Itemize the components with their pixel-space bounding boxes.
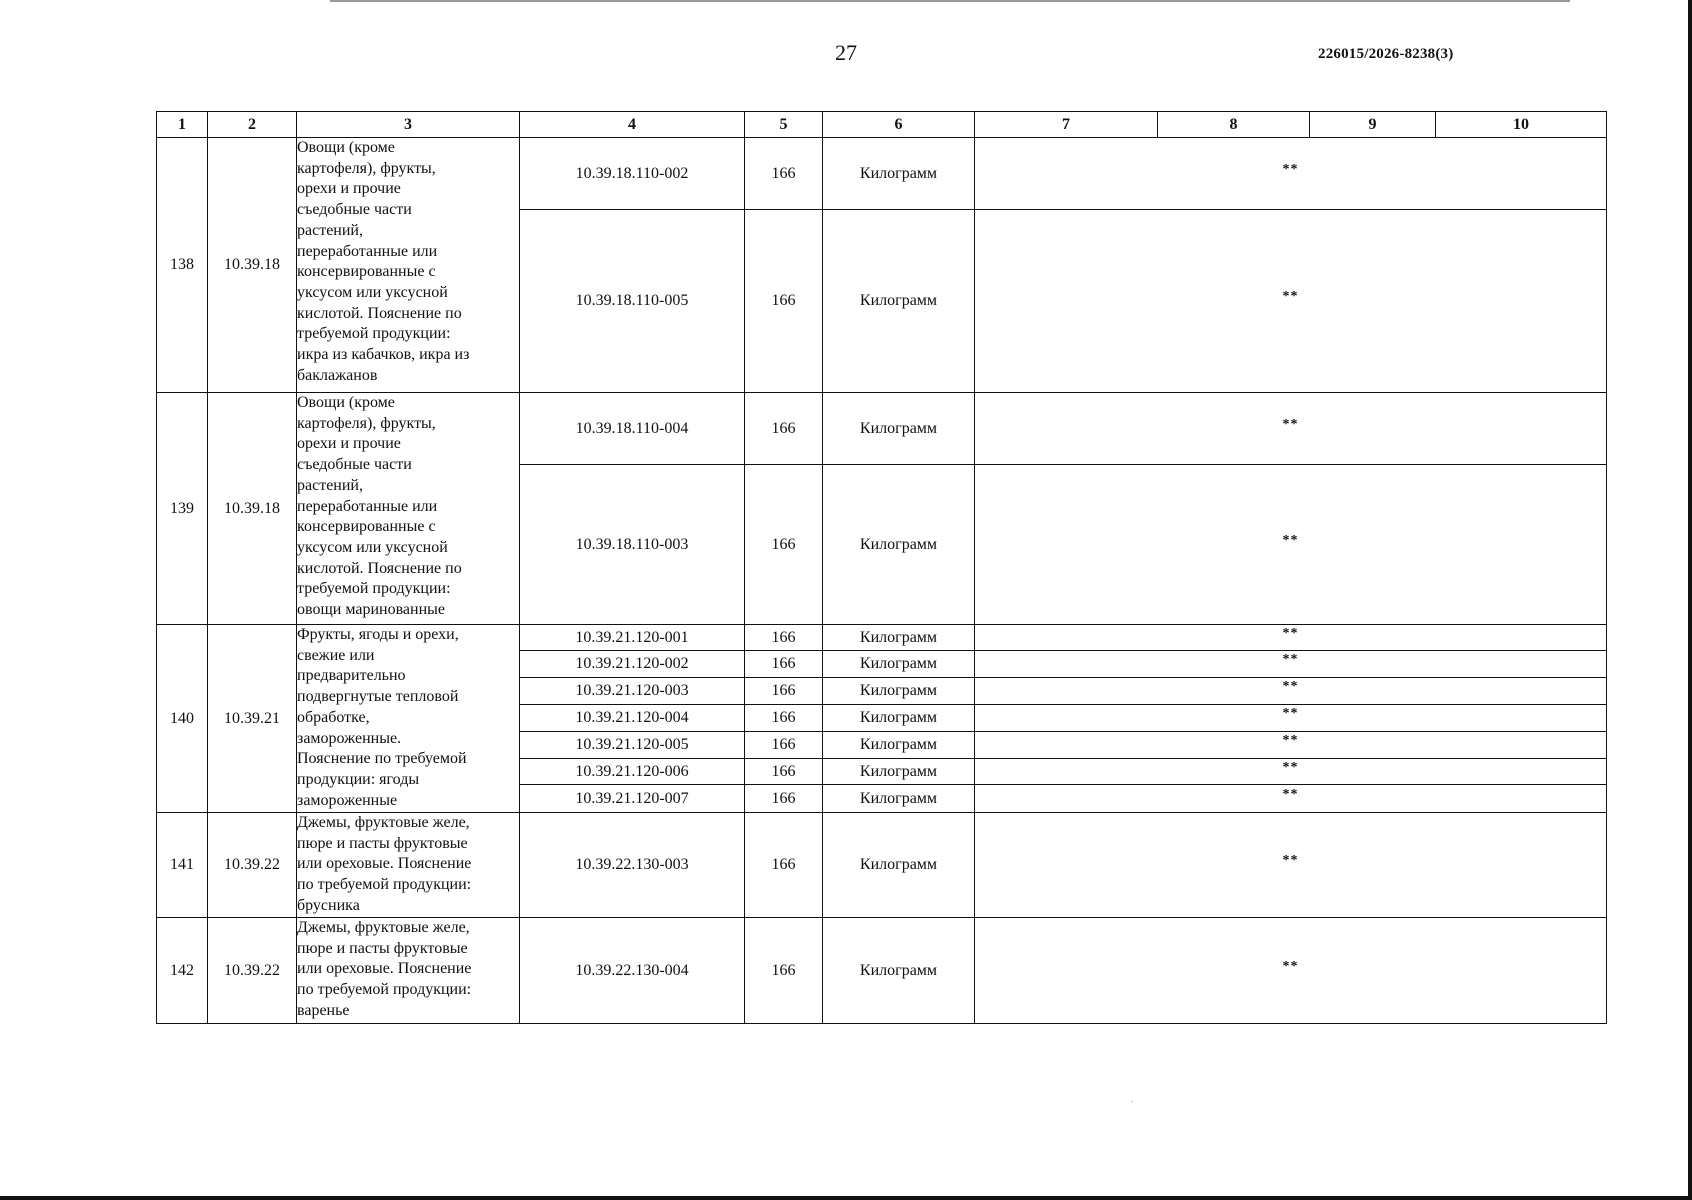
header-col-1: 1 [157, 112, 208, 138]
note-marker: ** [1282, 786, 1299, 802]
description-line: картофеля), фрукты, [297, 159, 436, 177]
okei-code-cell: 166 [745, 138, 823, 210]
description-line: Фрукты, ягоды и орехи, [297, 626, 459, 643]
header-col-4: 4 [520, 112, 745, 138]
header-row [157, 112, 1607, 138]
row-number-cell: 142 [157, 918, 208, 1024]
description-line: кислотой. Пояснение по [297, 304, 462, 322]
table-row [157, 625, 1607, 651]
description-line: варенье [297, 1001, 350, 1019]
description-line: обработке, [297, 708, 370, 726]
description-line: орехи и прочие [297, 435, 401, 453]
ktru-code-cell: 10.39.21.120-006 [520, 759, 745, 785]
okpd2-code-cell: 10.39.22 [208, 918, 297, 1024]
note-cell [975, 759, 1607, 785]
ktru-code-cell: 10.39.18.110-004 [520, 393, 745, 465]
ktru-code-cell: 10.39.22.130-004 [520, 918, 745, 1024]
description-line: Джемы, фруктовые желе, [297, 814, 470, 831]
description-line: Джемы, фруктовые желе, [297, 919, 470, 936]
ktru-code-cell: 10.39.21.120-002 [520, 651, 745, 678]
header-col-3: 3 [297, 112, 520, 138]
note-marker: ** [1282, 161, 1299, 177]
ktru-code-cell: 10.39.21.120-005 [520, 732, 745, 759]
ktru-code-cell: 10.39.21.120-001 [520, 625, 745, 651]
scan-bottom-edge-line [0, 1196, 1692, 1200]
okei-code-cell: 166 [745, 625, 823, 651]
okei-code-cell: 166 [745, 678, 823, 705]
unit-cell: Килограмм [823, 785, 975, 813]
description-line: баклажанов [297, 366, 378, 384]
table-row [157, 138, 1607, 210]
note-cell [975, 625, 1607, 651]
note-marker: ** [1282, 958, 1299, 974]
description-line: подвергнутые тепловой [297, 688, 459, 706]
description-line: консервированные с [297, 263, 436, 281]
okei-code-cell: 166 [745, 705, 823, 732]
description-line: овощи маринованные [297, 601, 445, 619]
description-line: переработанные или [297, 242, 438, 260]
okei-code-cell: 166 [745, 651, 823, 678]
description-line: свежие или [297, 646, 375, 664]
header-col-2: 2 [208, 112, 297, 138]
note-cell [975, 393, 1607, 465]
okei-code-cell: 166 [745, 785, 823, 813]
unit-cell: Килограмм [823, 393, 975, 465]
description-line: орехи и прочие [297, 180, 401, 198]
unit-cell: Килограмм [823, 465, 975, 625]
note-cell [975, 918, 1607, 1024]
note-cell [975, 678, 1607, 705]
description-line: требуемой продукции: [297, 325, 451, 343]
okei-code-cell: 166 [745, 732, 823, 759]
description-line: замороженные [297, 791, 398, 809]
okei-code-cell: 166 [745, 759, 823, 785]
description-line: или ореховые. Пояснение [297, 960, 472, 978]
note-cell [975, 705, 1607, 732]
note-marker: ** [1282, 706, 1299, 721]
header-col-5: 5 [745, 112, 823, 138]
description-line: съедобные части [297, 456, 412, 474]
unit-cell: Килограмм [823, 705, 975, 732]
note-cell [975, 813, 1607, 918]
description-cell [297, 393, 520, 625]
description-line: Овощи (кроме [297, 394, 395, 411]
unit-cell: Килограмм [823, 138, 975, 210]
note-cell [975, 465, 1607, 625]
description-line: пюре и пасты фруктовые [297, 834, 468, 852]
unit-cell: Килограмм [823, 813, 975, 918]
description-line: уксусом или уксусной [297, 538, 448, 556]
note-marker: ** [1282, 416, 1299, 432]
note-marker: ** [1282, 853, 1299, 868]
okpd2-code-cell: 10.39.21 [208, 625, 297, 813]
note-marker: ** [1282, 625, 1299, 641]
okei-code-cell: 166 [745, 918, 823, 1024]
header-col-10: 10 [1436, 112, 1607, 138]
ktru-code-cell: 10.39.21.120-004 [520, 705, 745, 732]
description-line: уксусом или уксусной [297, 283, 448, 301]
description-cell [297, 813, 520, 918]
row-number-cell: 139 [157, 393, 208, 625]
description-line: замороженные. [297, 729, 402, 747]
description-line: растений, [297, 221, 363, 239]
scan-speck [1131, 1101, 1133, 1102]
table-row [157, 393, 1607, 465]
table-row [157, 918, 1607, 1024]
description-line: предварительно [297, 667, 406, 685]
ktru-code-cell: 10.39.21.120-007 [520, 785, 745, 813]
unit-cell: Килограмм [823, 625, 975, 651]
table-body [157, 138, 1607, 1024]
note-cell [975, 732, 1607, 759]
description-cell [297, 138, 520, 393]
unit-cell: Килограмм [823, 210, 975, 393]
note-marker: ** [1282, 652, 1299, 667]
description-line: съедобные части [297, 201, 412, 219]
note-cell [975, 651, 1607, 678]
note-marker: ** [1282, 289, 1299, 304]
description-line: по требуемой продукции: [297, 876, 472, 894]
note-cell [975, 138, 1607, 210]
header-col-8: 8 [1158, 112, 1310, 138]
note-cell [975, 785, 1607, 813]
row-number-cell: 138 [157, 138, 208, 393]
description-line: брусника [297, 896, 360, 914]
header-col-7: 7 [975, 112, 1158, 138]
unit-cell: Килограмм [823, 651, 975, 678]
unit-cell: Килограмм [823, 918, 975, 1024]
description-line: растений, [297, 476, 363, 494]
description-line: кислотой. Пояснение по [297, 559, 462, 577]
okpd2-code-cell: 10.39.18 [208, 138, 297, 393]
ktru-code-cell: 10.39.18.110-002 [520, 138, 745, 210]
okpd2-code-cell: 10.39.18 [208, 393, 297, 625]
description-line: Пояснение по требуемой [297, 750, 467, 768]
okei-code-cell: 166 [745, 393, 823, 465]
description-line: по требуемой продукции: [297, 981, 472, 999]
description-cell [297, 625, 520, 813]
okpd2-code-cell: 10.39.22 [208, 813, 297, 918]
description-line: картофеля), фрукты, [297, 414, 436, 432]
scan-right-edge-line [1688, 0, 1692, 1200]
description-line: или ореховые. Пояснение [297, 855, 472, 873]
note-marker: ** [1282, 679, 1299, 694]
row-number-cell: 140 [157, 625, 208, 813]
ktru-code-cell: 10.39.22.130-003 [520, 813, 745, 918]
description-line: продукции: ягоды [297, 770, 420, 788]
row-number-cell: 141 [157, 813, 208, 918]
procurement-table [156, 111, 1607, 1024]
header-col-9: 9 [1310, 112, 1436, 138]
okei-code-cell: 166 [745, 465, 823, 625]
ktru-code-cell: 10.39.18.110-005 [520, 210, 745, 393]
note-marker: ** [1282, 759, 1299, 775]
okei-code-cell: 166 [745, 210, 823, 393]
description-line: переработанные или [297, 497, 438, 515]
unit-cell: Килограмм [823, 759, 975, 785]
ktru-code-cell: 10.39.21.120-003 [520, 678, 745, 705]
header-col-6: 6 [823, 112, 975, 138]
okei-code-cell: 166 [745, 813, 823, 918]
description-cell [297, 918, 520, 1024]
table-row [157, 813, 1607, 918]
description-line: икра из кабачков, икра из [297, 346, 470, 364]
note-marker: ** [1282, 532, 1299, 548]
note-cell [975, 210, 1607, 393]
description-line: требуемой продукции: [297, 580, 451, 598]
description-line: Овощи (кроме [297, 139, 395, 156]
document-id: 226015/2026-8238(3) [1318, 46, 1454, 62]
description-line: пюре и пасты фруктовые [297, 939, 468, 957]
unit-cell: Килограмм [823, 732, 975, 759]
page-number: 27 [835, 40, 857, 65]
description-line: консервированные с [297, 518, 436, 536]
note-marker: ** [1282, 733, 1299, 748]
unit-cell: Килограмм [823, 678, 975, 705]
scan-top-edge-line [330, 0, 1570, 2]
ktru-code-cell: 10.39.18.110-003 [520, 465, 745, 625]
